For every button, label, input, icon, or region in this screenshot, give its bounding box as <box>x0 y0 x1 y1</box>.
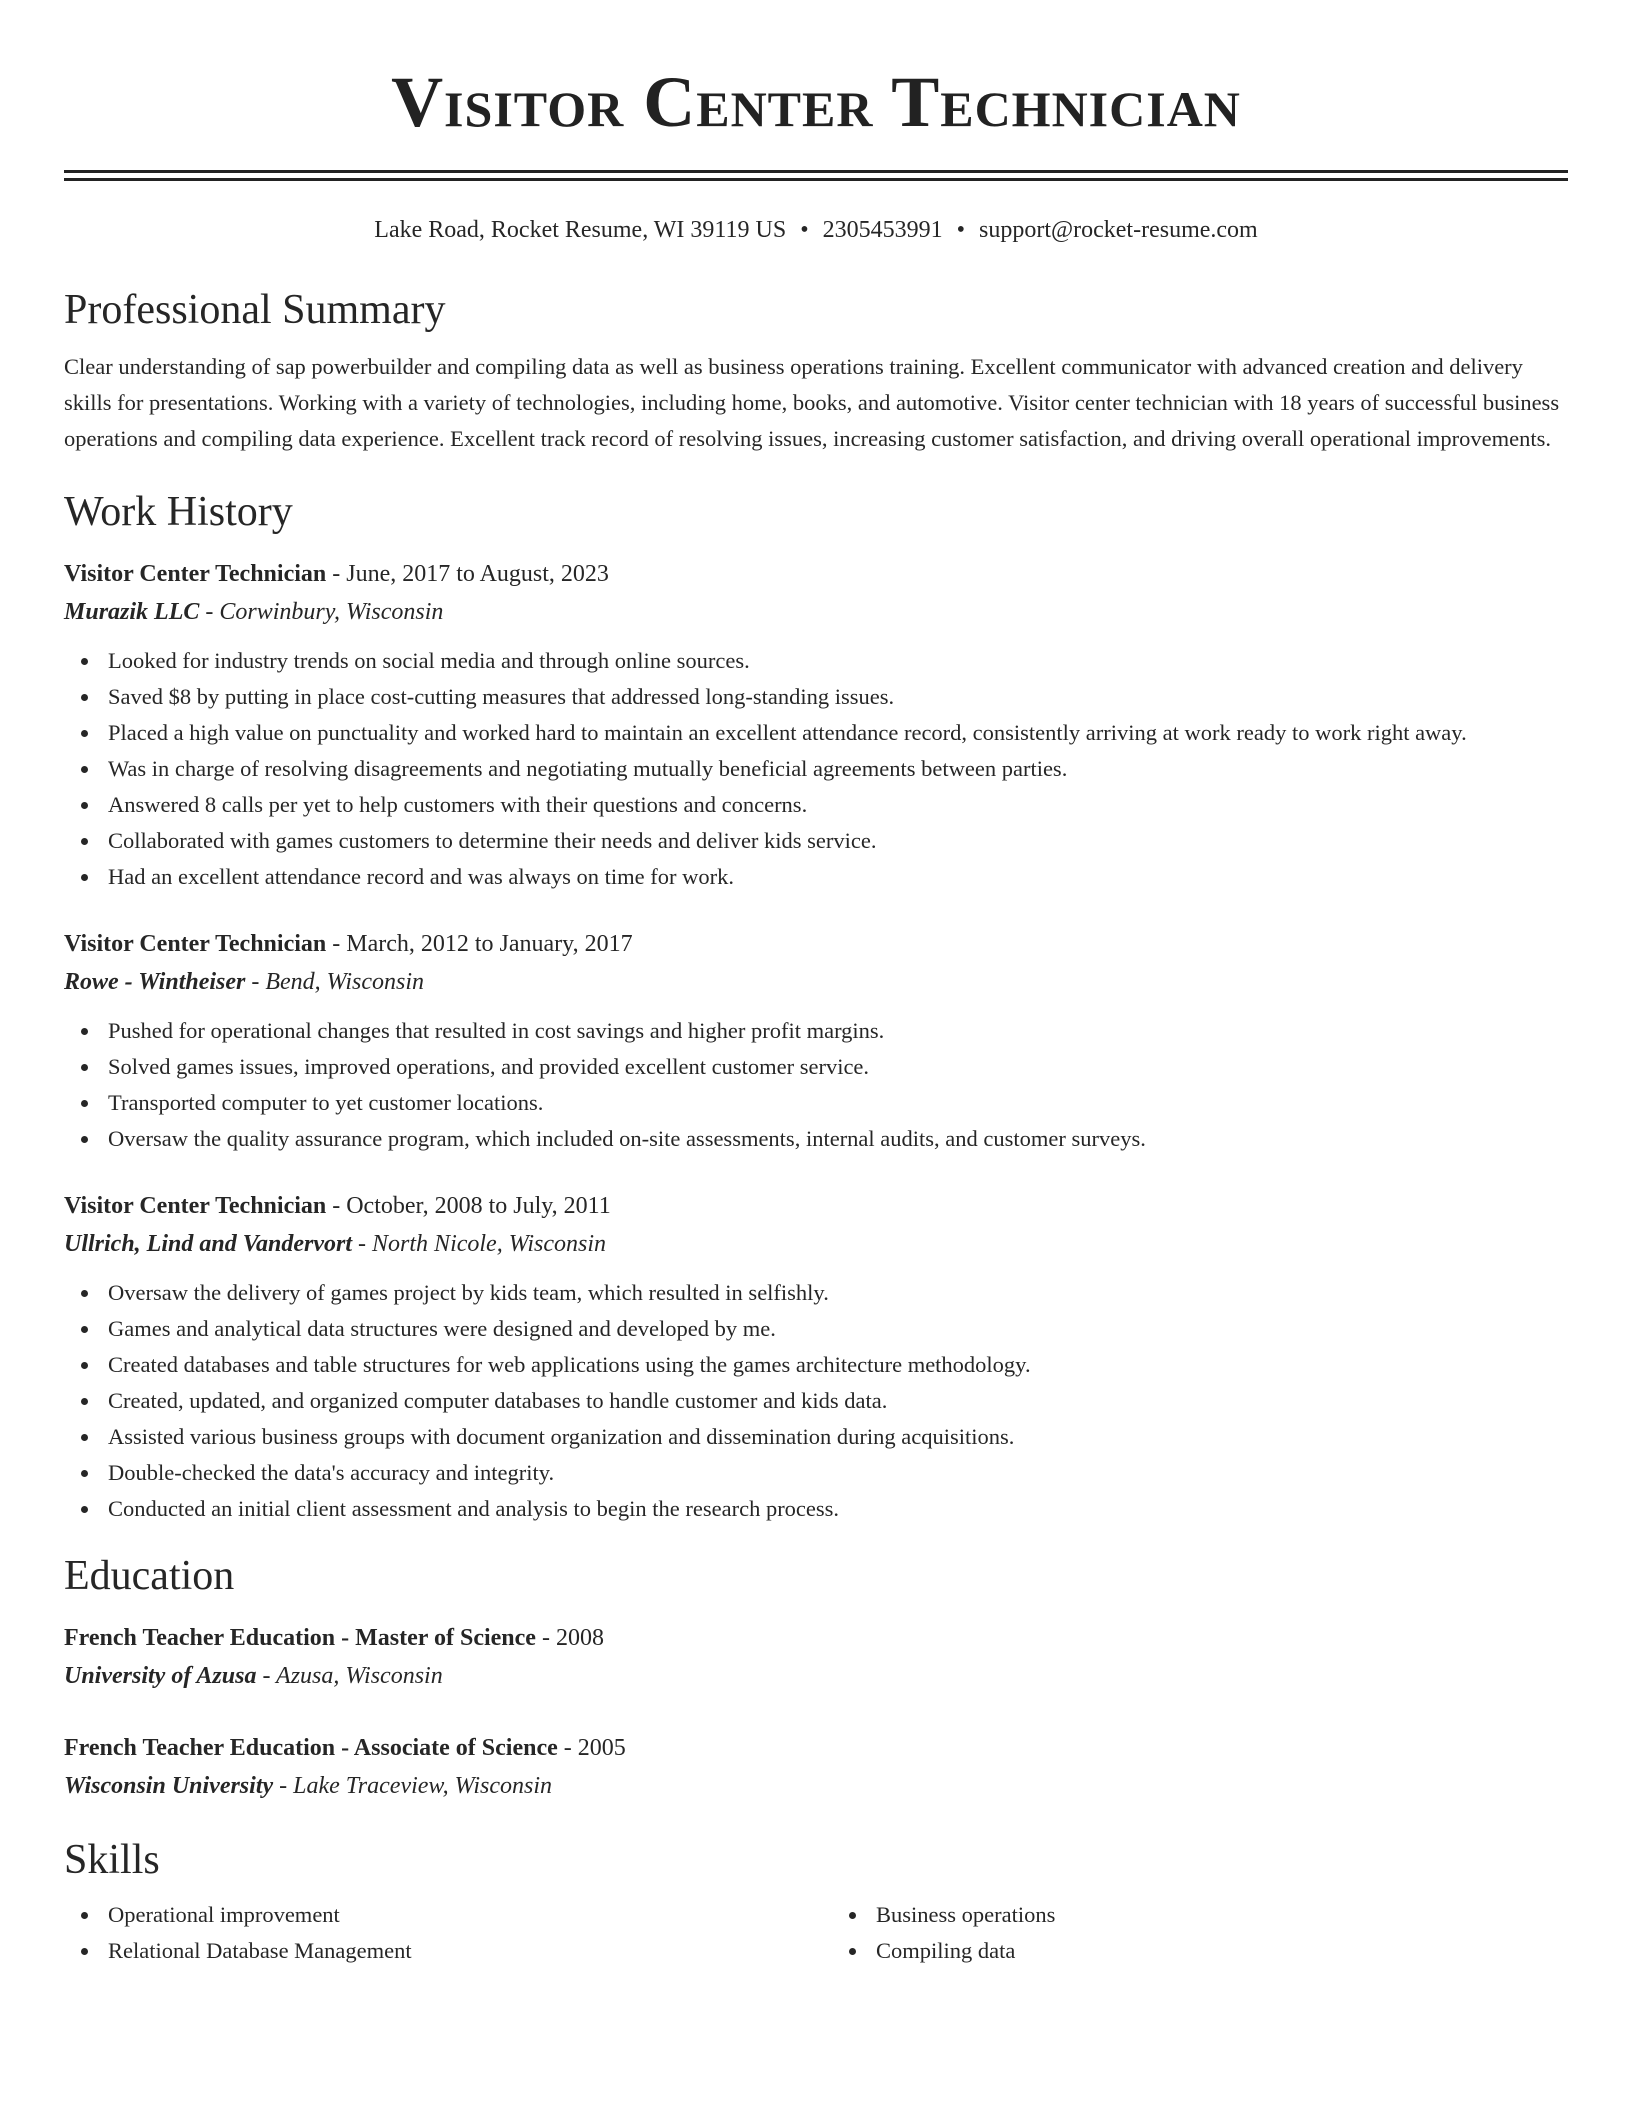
section-heading: Skills <box>64 1837 160 1883</box>
education-section <box>64 1551 1568 1805</box>
list-item: Had an excellent attendance record and was always on time for work. <box>64 859 1568 895</box>
candidate-name: Visitor Center Technician <box>391 62 1241 142</box>
list-item: Assisted various business groups with document organization and dissemination during acquisitions. <box>64 1419 1568 1455</box>
job-title: Visitor Center Technician <box>64 561 327 587</box>
job-company-line <box>64 1225 1568 1263</box>
list-item: Conducted an initial client assessment and analysis to begin the research process. <box>64 1491 1568 1527</box>
company-name: Ullrich, Lind and Vandervort <box>64 1231 353 1257</box>
section-heading: Work History <box>64 489 293 535</box>
list-item: Created, updated, and organized computer databases to handle customer and kids data. <box>64 1383 1568 1419</box>
company-location: - Corwinbury, Wisconsin <box>199 599 444 625</box>
list-item: Transported computer to yet customer locations. <box>64 1085 1568 1121</box>
school-location: - Azusa, Wisconsin <box>256 1663 443 1689</box>
skill-item: Operational improvement <box>64 1897 800 1933</box>
company-location: - Bend, Wisconsin <box>245 969 424 995</box>
contact-phone: 2305453991 <box>822 217 943 243</box>
degree-name: French Teacher Education - Associate of Science <box>64 1735 558 1761</box>
job-entry <box>64 555 1568 895</box>
header-divider <box>64 170 1568 181</box>
graduation-year: - 2005 <box>557 1735 626 1761</box>
education-entry <box>64 1619 1568 1695</box>
section-heading: Professional Summary <box>64 287 446 333</box>
school-line <box>64 1767 1568 1805</box>
list-item: Solved games issues, improved operations, and provided excellent customer service. <box>64 1049 1568 1085</box>
school-location: - Lake Traceview, Wisconsin <box>273 1773 552 1799</box>
job-company-line <box>64 963 1568 1001</box>
degree-line <box>64 1619 1568 1657</box>
list-item: Created databases and table structures for web applications using the games architecture methodology. <box>64 1347 1568 1383</box>
list-item: Looked for industry trends on social media and through online sources. <box>64 643 1568 679</box>
job-title-line <box>64 925 1568 963</box>
list-item: Answered 8 calls per yet to help customers with their questions and concerns. <box>64 787 1568 823</box>
skills-column-left <box>64 1897 800 1969</box>
contact-line <box>64 215 1568 245</box>
job-dates: - March, 2012 to January, 2017 <box>326 931 633 957</box>
company-name: Murazik LLC <box>64 599 200 625</box>
list-item: Double-checked the data's accuracy and integrity. <box>64 1455 1568 1491</box>
job-bullets <box>64 643 1568 895</box>
list-item: Pushed for operational changes that resulted in cost savings and higher profit margins. <box>64 1013 1568 1049</box>
job-title-line <box>64 555 1568 593</box>
work-history-section <box>64 487 1568 1527</box>
skill-item: Compiling data <box>832 1933 1568 1969</box>
skill-item: Relational Database Management <box>64 1933 800 1969</box>
professional-summary-section <box>64 285 1568 457</box>
bullet-separator-icon: • <box>956 217 966 243</box>
list-item: Oversaw the quality assurance program, which included on-site assessments, internal audits, and customer surveys. <box>64 1121 1568 1157</box>
school-name: Wisconsin University <box>64 1773 274 1799</box>
job-dates: - October, 2008 to July, 2011 <box>326 1193 611 1219</box>
job-entry <box>64 925 1568 1157</box>
education-entry <box>64 1729 1568 1805</box>
list-item: Collaborated with games customers to determine their needs and deliver kids service. <box>64 823 1568 859</box>
skills-section <box>64 1835 1568 1969</box>
job-entry <box>64 1187 1568 1527</box>
graduation-year: - 2008 <box>535 1625 604 1651</box>
list-item: Was in charge of resolving disagreements and negotiating mutually beneficial agreements between parties. <box>64 751 1568 787</box>
job-bullets <box>64 1275 1568 1527</box>
bullet-separator-icon: • <box>800 217 809 243</box>
contact-email: support@rocket-resume.com <box>979 217 1258 243</box>
list-item: Games and analytical data structures were designed and developed by me. <box>64 1311 1568 1347</box>
company-location: - North Nicole, Wisconsin <box>352 1231 607 1257</box>
contact-address: Lake Road, Rocket Resume, WI 39119 US <box>374 217 787 243</box>
school-name: University of Azusa <box>64 1663 257 1689</box>
section-heading: Education <box>64 1553 235 1599</box>
school-line <box>64 1657 1568 1695</box>
degree-line <box>64 1729 1568 1767</box>
job-bullets <box>64 1013 1568 1157</box>
skills-column-right <box>832 1897 1568 1969</box>
list-item: Placed a high value on punctuality and worked hard to maintain an excellent attendance record, consistently arriving at work ready to work right away. <box>64 715 1568 751</box>
skills-grid <box>64 1897 1568 1969</box>
job-title-line <box>64 1187 1568 1225</box>
list-item: Saved $8 by putting in place cost-cutting measures that addressed long-standing issues. <box>64 679 1568 715</box>
job-dates: - June, 2017 to August, 2023 <box>326 561 609 587</box>
skill-item: Business operations <box>832 1897 1568 1933</box>
list-item: Oversaw the delivery of games project by kids team, which resulted in selfishly. <box>64 1275 1568 1311</box>
company-name: Rowe - Wintheiser <box>64 969 246 995</box>
job-title: Visitor Center Technician <box>64 1193 327 1219</box>
job-title: Visitor Center Technician <box>64 931 327 957</box>
summary-text: Clear understanding of sap powerbuilder and compiling data as well as business operations training. Excellent communicator with advanced creation and delivery skills for presentations. Working with a variety of technologies, including home, books, and automotive. Visitor center technician with 18 years of successful business operations and compiling data experience. Excellent track record of resolving issues, increasing customer satisfaction, and driving overall operational improvements. <box>64 354 1560 451</box>
degree-name: French Teacher Education - Master of Science <box>64 1625 536 1651</box>
job-company-line <box>64 593 1568 631</box>
